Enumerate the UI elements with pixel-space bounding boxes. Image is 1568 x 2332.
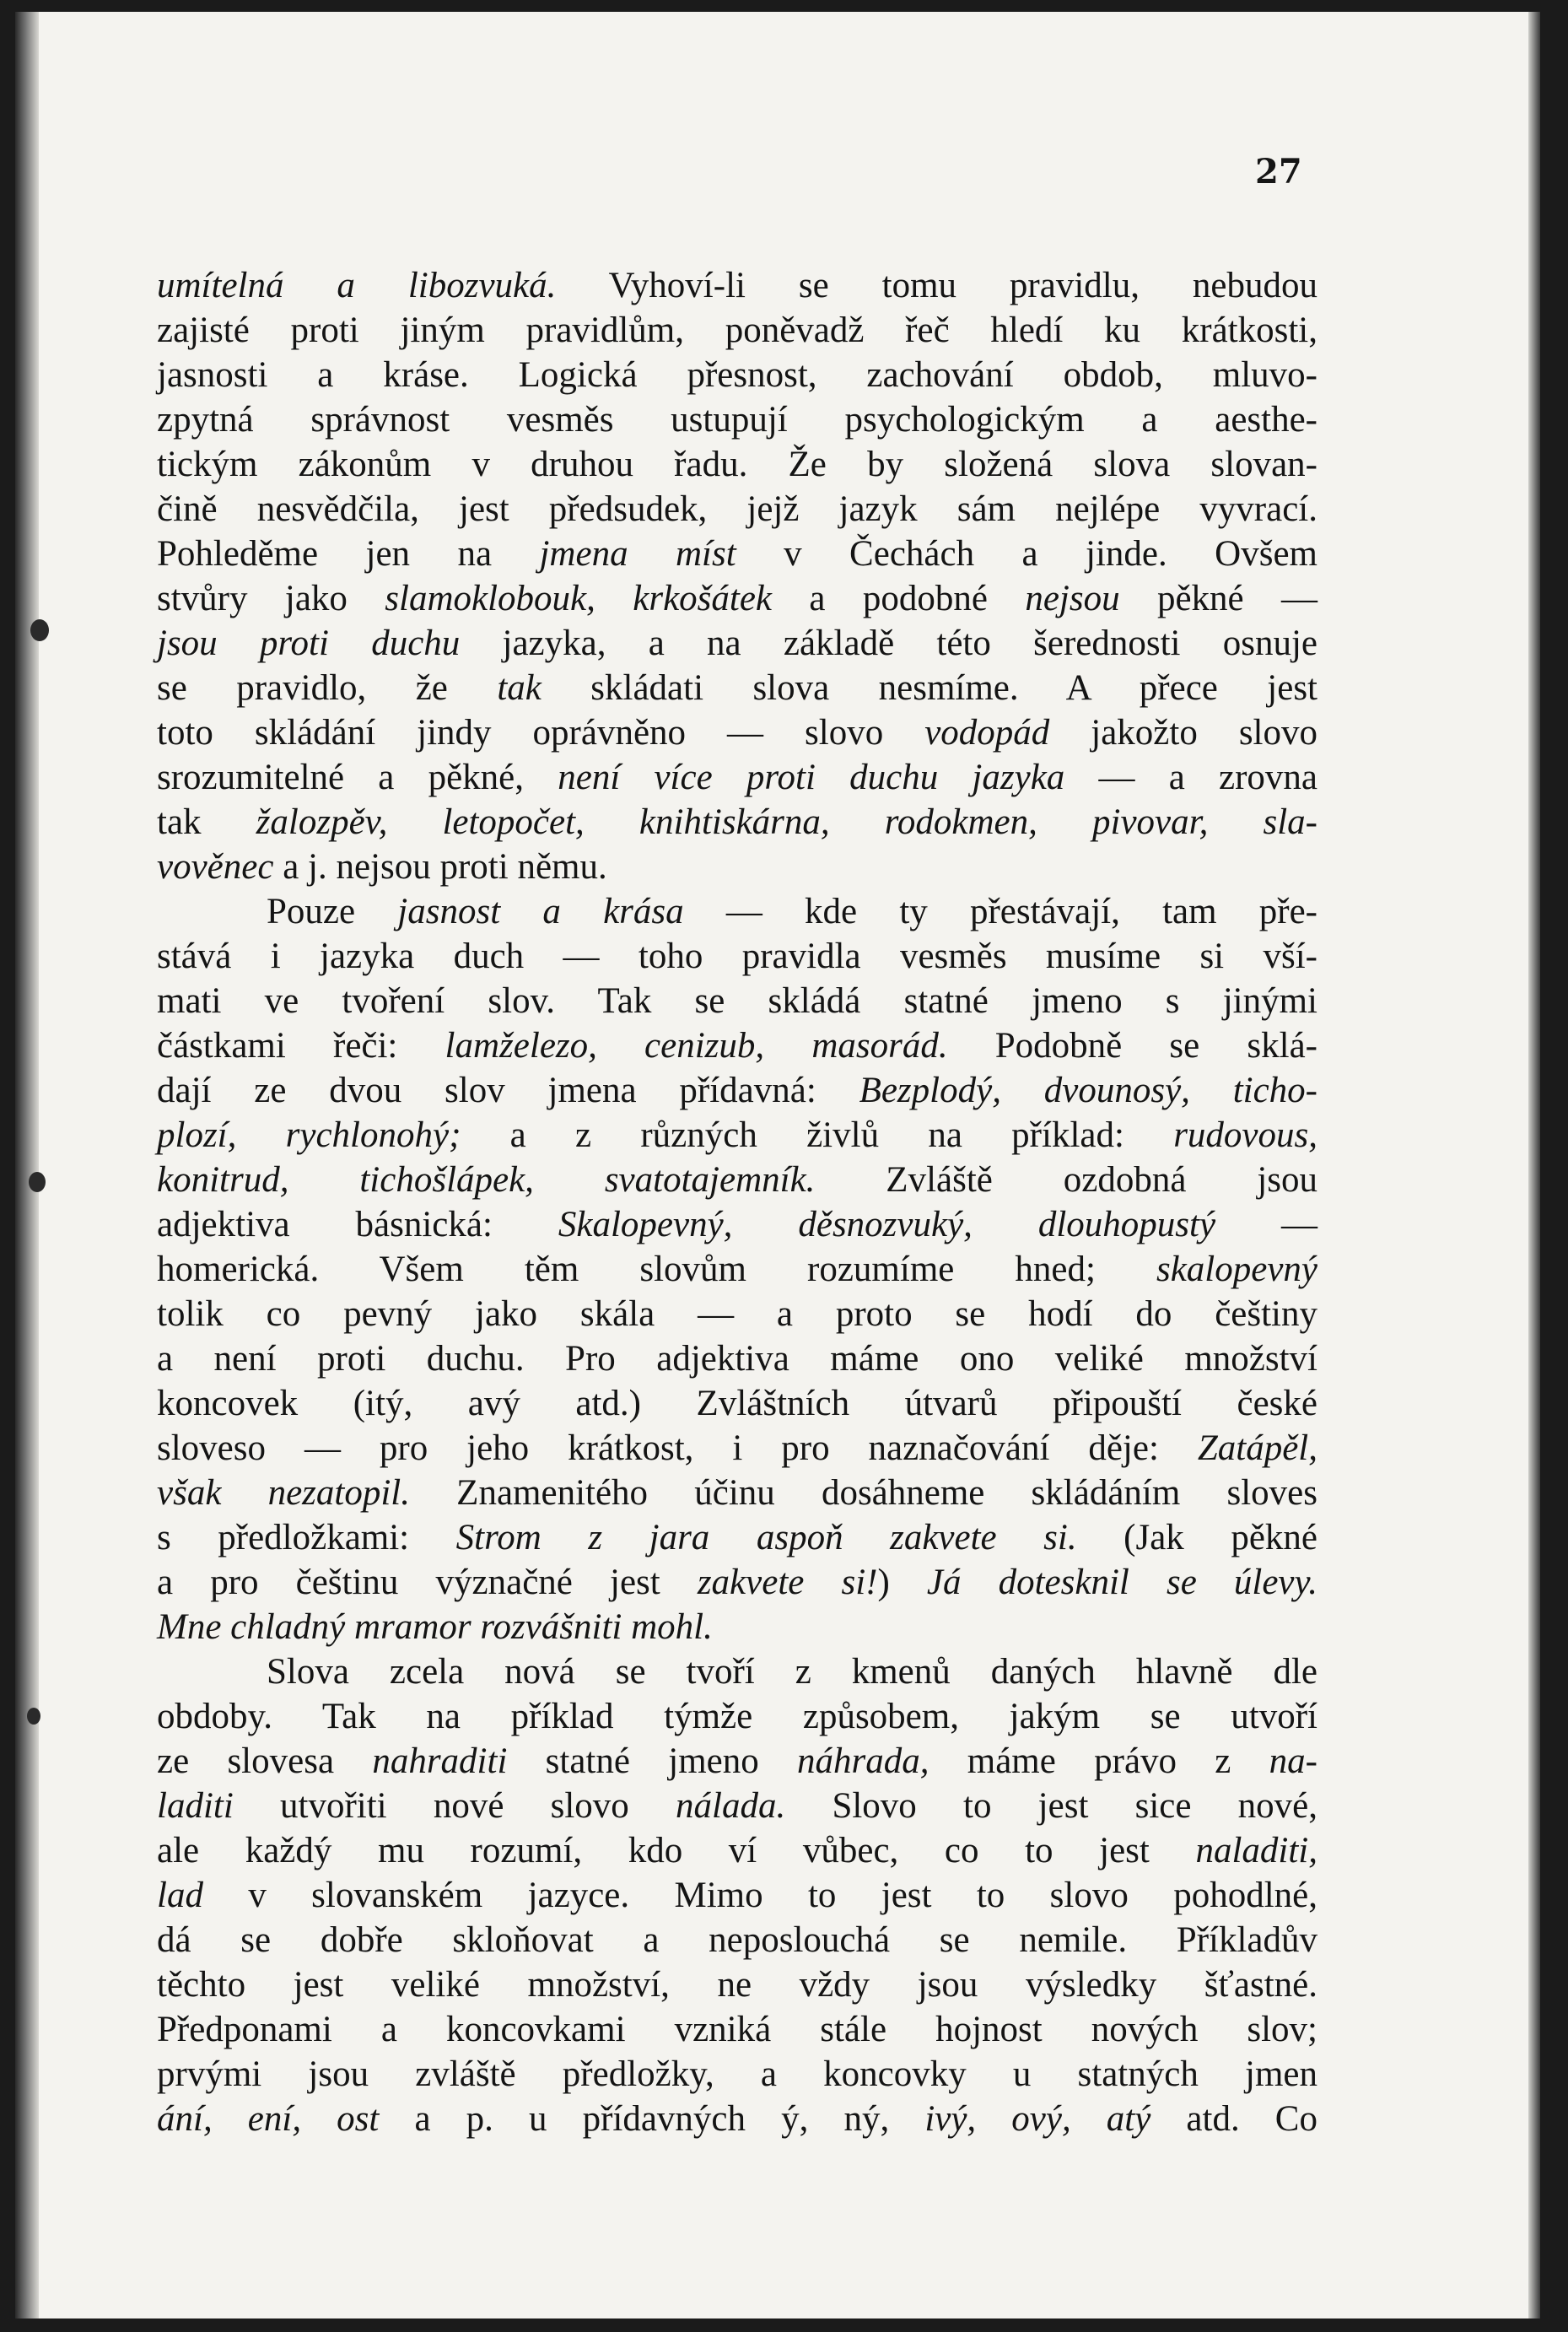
italic-text: není více proti duchu jazyka (558, 758, 1065, 797)
text-line (157, 1336, 1317, 1381)
italic-text: umítelná a libozvuká. (157, 266, 557, 305)
text-run: obdoby. Tak na příklad týmže způsobem, jakým se utvoří (157, 1697, 1317, 1736)
text-line (157, 1918, 1317, 1962)
text-line (157, 934, 1317, 979)
italic-text: ání, ení, ost (157, 2099, 380, 2139)
text-line (157, 1292, 1317, 1336)
book-spine-shadow (15, 12, 39, 2319)
ink-blot (30, 619, 49, 641)
text-line (157, 1605, 1317, 1649)
text-run: v slovanském jazyce. Mimo to jest to slovo pohodlné, (202, 1876, 1317, 1915)
text-run: s předložkami: (157, 1518, 456, 1557)
italic-text: Strom z jara aspoň zakvete si. (455, 1518, 1077, 1557)
italic-text: nejsou (1025, 579, 1120, 618)
text-run: Podobně se sklá- (947, 1026, 1317, 1066)
text-run: dají ze dvou slov jmena přídavná: (157, 1071, 859, 1110)
text-line (157, 1113, 1317, 1158)
text-run: Znamenitého účinu dosáhneme skládáním sloves (410, 1473, 1317, 1513)
text-run: skládati slova nesmíme. A přece jest (541, 668, 1317, 708)
text-line (157, 1649, 1317, 1694)
text-line (157, 308, 1317, 353)
italic-text: lamželezo, cenizub, masorád. (445, 1026, 948, 1066)
text-run: zajisté proti jiným pravidlům, poněvadž řeč hledí ku krátkosti, (157, 310, 1317, 350)
italic-text: Bezplodý, dvounosý, ticho- (859, 1071, 1317, 1110)
italic-text: jasnost a krása (397, 892, 684, 931)
text-line (157, 353, 1317, 397)
text-line (157, 1381, 1317, 1426)
text-run: těchto jest veliké množství, ne vždy jsou výsledky šťastné. (157, 1965, 1317, 2005)
text-line (157, 1471, 1317, 1515)
italic-text: laditi (157, 1786, 234, 1826)
italic-text: Já dotesknil se úlevy. (926, 1563, 1317, 1602)
italic-text: nálada. (676, 1786, 786, 1826)
text-line (157, 1068, 1317, 1113)
text-line (157, 1828, 1317, 1873)
book-page (15, 12, 1540, 2319)
text-line (157, 979, 1317, 1023)
text-run: Předponami a koncovkami vzniká stále hojnost nových slov; (157, 2010, 1317, 2049)
italic-text: naladiti, (1195, 1831, 1317, 1870)
text-run: — a zrovna (1064, 758, 1317, 797)
italic-text: vověnec (157, 847, 274, 887)
text-line (157, 397, 1317, 442)
text-run: dá se dobře skloňovat a neposlouchá se nemile. Příkladův (157, 1920, 1317, 1960)
italic-text: na- (1269, 1741, 1317, 1781)
text-run: jasnosti a kráse. Logická přesnost, zachování obdob, mluvo- (157, 355, 1317, 395)
italic-text: jmena míst (539, 534, 736, 574)
ink-blot (29, 1172, 46, 1192)
text-line (157, 1158, 1317, 1202)
text-line (157, 1426, 1317, 1471)
page-number: 27 (1255, 152, 1302, 192)
text-run: ze slovesa (157, 1741, 373, 1781)
text-line (157, 576, 1317, 621)
italic-text: skalopevný (1156, 1250, 1317, 1289)
text-run: tickým zákonům v druhou řadu. Že by složená slova slovan- (157, 445, 1317, 484)
italic-text: jsou proti duchu (157, 623, 461, 663)
text-run: čině nesvědčila, jest předsudek, jejž jazyk sám nejlépe vyvrací. (157, 489, 1317, 529)
italic-text: žalozpěv, letopočet, knihtiskárna, rodokmen, pivovar, sla- (256, 802, 1317, 842)
text-run: toto skládání jindy oprávněno — slovo (157, 713, 925, 753)
text-line (157, 532, 1317, 576)
text-line (157, 1873, 1317, 1918)
text-run: tak (157, 802, 256, 842)
italic-text: nahraditi (372, 1741, 508, 1781)
text-run: mati ve tvoření slov. Tak se skládá statné jmeno s jinými (157, 981, 1317, 1021)
text-run: jakožto slovo (1049, 713, 1317, 753)
italic-text: rudovous, (1173, 1115, 1317, 1155)
text-line (157, 2007, 1317, 2052)
text-run: tolik co pevný jako skála — a proto se hodí do češtiny (157, 1294, 1317, 1334)
text-run: Zvláště ozdobná jsou (815, 1160, 1317, 1200)
text-run: se pravidlo, že (157, 668, 498, 708)
text-line (157, 1023, 1317, 1068)
ink-blot (27, 1708, 40, 1725)
text-line (157, 1247, 1317, 1292)
italic-text: Skalopevný, děsnozvuký, dlouhopustý (558, 1205, 1216, 1244)
italic-text: náhrada, (797, 1741, 929, 1781)
text-line (157, 1515, 1317, 1560)
text-run: Slova zcela nová se tvoří z kmenů daných hlavně dle (267, 1652, 1317, 1692)
text-run: částkami řeči: (157, 1026, 445, 1066)
text-line (157, 487, 1317, 532)
text-run: — (1215, 1205, 1318, 1244)
text-line (157, 621, 1317, 666)
text-run: a podobné (772, 579, 1026, 618)
text-run: utvořiti nové slovo (233, 1786, 676, 1826)
text-run: srozumitelné a pěkné, (157, 758, 558, 797)
text-line (157, 263, 1317, 308)
italic-text: Zatápěl, (1197, 1428, 1317, 1468)
text-run: a p. u přídavných ý, ný, (379, 2099, 925, 2139)
text-line (157, 442, 1317, 487)
text-line (157, 2097, 1317, 2141)
text-run: ) (877, 1563, 927, 1602)
italic-text: lad (157, 1876, 203, 1915)
text-run: Pouze (267, 892, 398, 931)
text-run: stává i jazyka duch — toho pravidla vesměs musíme si vší- (157, 937, 1317, 976)
text-line (157, 845, 1317, 889)
text-line (157, 1202, 1317, 1247)
body-text (157, 263, 1317, 2141)
text-run: jazyka, a na základě této šerednosti osnuje (460, 623, 1317, 663)
text-run: sloveso — pro jeho krátkost, i pro naznačování děje: (157, 1428, 1198, 1468)
text-run: (Jak pěkné (1076, 1518, 1317, 1557)
text-run: atd. Co (1150, 2099, 1317, 2139)
text-line (157, 666, 1317, 710)
text-run: adjektiva básnická: (157, 1205, 558, 1244)
italic-text: slamoklobouk, krkošátek (385, 579, 773, 618)
text-run: pěkné — (1119, 579, 1318, 618)
text-run: a není proti duchu. Pro adjektiva máme ono veliké množství (157, 1339, 1317, 1379)
italic-text: plozí, rychlonohý; (157, 1115, 461, 1155)
text-run: máme právo z (929, 1741, 1269, 1781)
text-run: ale každý mu rozumí, kdo ví vůbec, co to jest (157, 1831, 1196, 1870)
text-run: zpytná správnost vesměs ustupují psychologickým a aesthe- (157, 400, 1317, 440)
text-run: koncovek (itý, avý atd.) Zvláštních útvarů připouští české (157, 1384, 1317, 1423)
text-run: Pohleděme jen na (157, 534, 540, 574)
text-line (157, 1560, 1317, 1605)
text-line (157, 755, 1317, 800)
page-edge-shadow (1528, 12, 1540, 2319)
text-run: a z různých živlů na příklad: (461, 1115, 1174, 1155)
text-line (157, 1739, 1317, 1784)
text-run: homerická. Všem těm slovům rozumíme hned; (157, 1250, 1156, 1289)
italic-text: tak (497, 668, 542, 708)
text-run: statné jmeno (507, 1741, 798, 1781)
italic-text: Mne chladný mramor rozvášniti mohl. (157, 1607, 713, 1647)
text-run: stvůry jako (157, 579, 385, 618)
italic-text: ivý, ový, atý (924, 2099, 1151, 2139)
text-line (157, 1784, 1317, 1828)
text-line (157, 710, 1317, 755)
text-line (157, 800, 1317, 845)
text-run: a j. nejsou proti němu. (273, 847, 607, 887)
text-line (157, 1962, 1317, 2007)
text-run: Vyhoví-li se tomu pravidlu, nebudou (556, 266, 1317, 305)
italic-text: vodopád (924, 713, 1050, 753)
text-run: — kde ty přestávají, tam pře- (683, 892, 1317, 931)
text-run: a pro češtinu význačné jest (157, 1563, 698, 1602)
italic-text: zakvete si! (697, 1563, 878, 1602)
text-line (157, 2052, 1317, 2097)
text-line (157, 1694, 1317, 1739)
italic-text: však nezatopil. (157, 1473, 410, 1513)
text-run: Slovo to jest sice nové, (785, 1786, 1318, 1826)
italic-text: konitrud, tichošlápek, svatotajemník. (157, 1160, 816, 1200)
text-run: v Čechách a jinde. Ovšem (736, 534, 1317, 574)
text-line (157, 889, 1317, 934)
text-run: prvými jsou zvláště předložky, a koncovky u statných jmen (157, 2054, 1317, 2094)
